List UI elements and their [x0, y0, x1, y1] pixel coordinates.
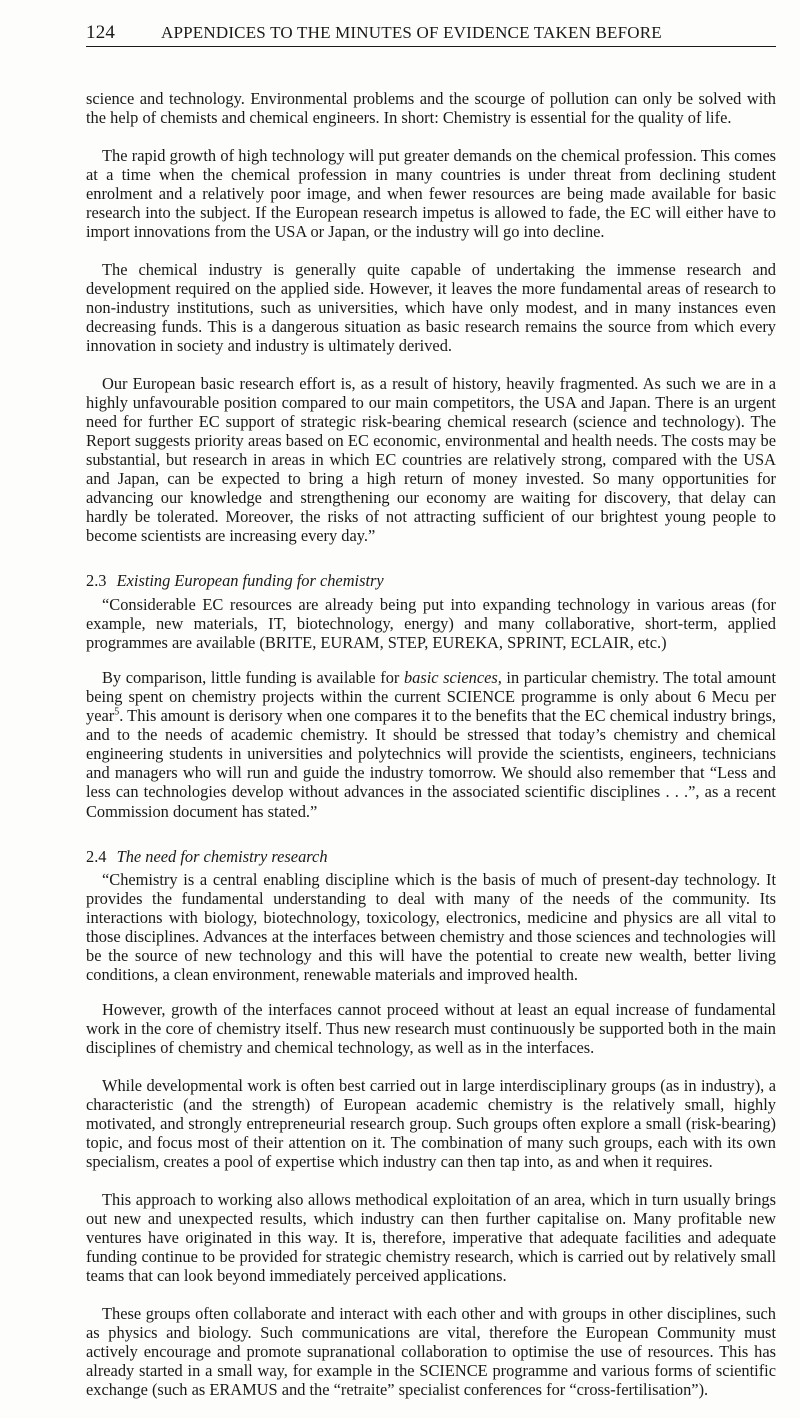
- paragraph: “Considerable EC resources are already being put into expanding technology in various areas (for example, new materials, IT, biotechnology, energy) and many collaborative, short-term, applied programmes are available (BRITE, EURAM, STEP, EUREKA, SPRINT, ECLAIR, etc.): [86, 594, 776, 652]
- section-title: The need for chemistry research: [116, 846, 328, 866]
- footnote-marker: 5: [114, 706, 120, 718]
- paragraph-with-emphasis: [86, 668, 776, 821]
- document-body: [86, 89, 776, 1399]
- text-run: in particular chemistry. The total amount being spent on chemistry projects within the current SCIENCE programme is only about 6 Mecu per year: [86, 667, 777, 726]
- paragraph: While developmental work is often best carried out in large interdisciplinary groups (as in industry), a characteristic (and the strength) of European academic chemistry is the relatively small, highly motivated, and strongly entrepreneurial research group. Such groups often explore a small (risk-bearing) topic, and focus most of their attention on it. The combination of many such groups, each with its own specialism, creates a pool of expertise which industry can then tap into, as and when it requires.: [86, 1076, 776, 1172]
- page-number: 124: [86, 22, 116, 43]
- paragraph: The chemical industry is generally quite capable of undertaking the immense research and development required on the applied side. However, it leaves the more fundamental areas of research to non-industry institutions, such as universities, which have only modest, and in many instances even decreasing funds. This is a dangerous situation as basic research remains the source from which every innovation in society and industry is ultimately derived.: [86, 259, 776, 356]
- document-page: [86, 22, 776, 1418]
- running-header: [86, 22, 776, 47]
- paragraph: The rapid growth of high technology will put greater demands on the chemical profession. This comes at a time when the chemical profession in many countries is under threat from declining student enrolment and a relatively poor image, and when fewer resources are being made available for basic research into the subject. If the European research impetus is allowed to fade, the EC will either have to import innovations from the USA or Japan, or the industry will go into decline.: [86, 145, 776, 242]
- text-run: By comparison, little funding is available for: [102, 667, 404, 687]
- paragraph: “Chemistry is a central enabling discipline which is the basis of much of present-day technology. It provides the fundamental understanding to deal with many of the needs of the community. Its interactions with biology, biotechnology, toxicology, electronics, medicine and physics are all vital to those disciplines. Advances at the interfaces between chemistry and those sciences and technologies will be the source of new technology and this will have the potential to create new wealth, better living conditions, a clean environment, renewable materials and improved health.: [86, 869, 776, 985]
- emphasis-text: basic sciences,: [403, 667, 502, 687]
- section-title: Existing European funding for chemistry: [116, 571, 384, 591]
- paragraph: However, growth of the interfaces cannot proceed without at least an equal increase of fundamental work in the core of chemistry itself. Thus new research must continuously be supported both in the main disciplines of chemistry and chemical technology, as well as in the interfaces.: [86, 1000, 776, 1058]
- section-heading-2-4: [86, 847, 776, 866]
- paragraph-continuation: science and technology. Environmental problems and the scourge of pollution can only be solved with the help of chemists and chemical engineers. In short: Chemistry is essential for the quality of life.: [86, 89, 776, 128]
- section-number: 2.3: [86, 571, 107, 591]
- header-title: APPENDICES TO THE MINUTES OF EVIDENCE TAKEN BEFORE: [161, 23, 662, 42]
- text-run: . This amount is derisory when one compares it to the benefits that the EC chemical industry brings, and to the needs of academic chemistry. It should be stressed that today’s chemistry and chemical engineering students in universities and polytechnics will provide the scientists, engineers, technicians and managers who will run and guide the industry tomorrow. We should also remember that “Less and less can technologies develop without advances in the associated scientific disciplines . . .”, as a recent Commission document has stated.”: [86, 706, 776, 821]
- paragraph: This approach to working also allows methodical exploitation of an area, which in turn usually brings out new and unexpected results, which industry can then further capitalise on. Many profitable new ventures have originated in this way. It is, therefore, imperative that adequate facilities and adequate funding continue to be provided for strategic chemistry research, which is carried out by relatively small teams that can look beyond immediately perceived applications.: [86, 1190, 776, 1286]
- paragraph: Our European basic research effort is, as a result of history, heavily fragmented. As such we are in a highly unfavourable position compared to our main competitors, the USA and Japan. There is an urgent need for further EC support of strategic risk-bearing chemical research (science and technology). The Report suggests priority areas based on EC economic, environmental and health needs. The costs may be substantial, but research in areas in which EC countries are relatively strong, compared with the USA and Japan, can be expected to bring a high return of money invested. So many opportunities for advancing our knowledge and strengthening our economy are waiting for discovery, that delay can hardly be tolerated. Moreover, the risks of not attracting sufficient of our brightest young people to become scientists are increasing every day.”: [86, 373, 776, 546]
- section-number: 2.4: [86, 846, 107, 866]
- section-heading-2-3: [86, 571, 776, 590]
- paragraph: These groups often collaborate and interact with each other and with groups in other disciplines, such as physics and biology. Such communications are vital, therefore the European Community must actively encourage and promote supranational collaboration to optimise the use of resources. This has already started in a small way, for example in the SCIENCE programme and various forms of scientific exchange (such as ERAMUS and the “retraite” specialist conferences for “cross-fertilisation”).: [86, 1303, 776, 1400]
